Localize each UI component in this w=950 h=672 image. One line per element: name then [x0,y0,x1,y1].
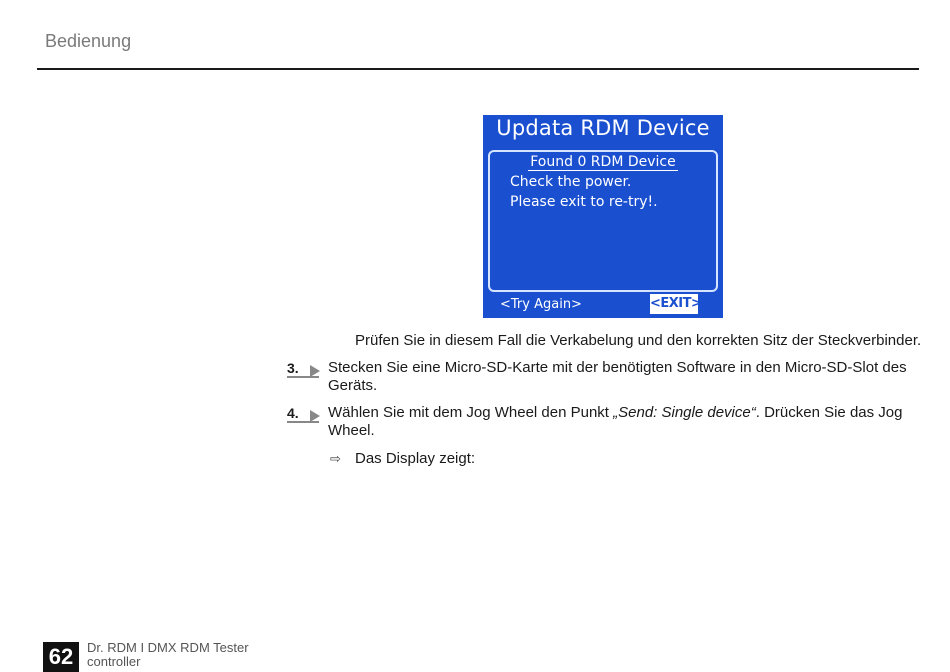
device-display-screenshot [483,115,723,318]
display-box-heading: Found 0 RDM Device [530,154,676,170]
step-3-text: Stecken Sie eine Micro-SD-Karte mit der benötigten Software in den Micro-SD-Slot des Geräts. [328,359,907,394]
result-text: Das Display zeigt: [355,450,476,467]
footer-product-title: Dr. RDM I DMX RDM Tester controller [87,640,249,669]
step-arrow-icon [310,365,320,377]
step-number-3: 3. [287,360,299,376]
display-title: Updata RDM Device [496,116,710,140]
result-arrow-icon: ⇨ [330,451,341,466]
exit-option-selected: <EXIT> [650,294,698,314]
page-number: 62 [43,642,79,672]
try-again-option: <Try Again> [500,297,582,312]
check-cabling-text: Prüfen Sie in diesem Fall die Verkabelung und den korrekten Sitz der Steckverbinder. [355,332,922,349]
header-rule [37,68,919,70]
display-message-line-1: Check the power. [510,174,632,190]
step-4-text: Wählen Sie mit dem Jog Wheel den Punkt „Send: Single device“. Drücken Sie das Jog Wheel. [328,404,903,439]
display-message-box [488,150,718,292]
step-arrow-icon [310,410,320,422]
step-number-4: 4. [287,405,299,421]
display-message-line-2: Please exit to re-try!. [510,194,658,210]
section-title: Bedienung [45,31,132,51]
